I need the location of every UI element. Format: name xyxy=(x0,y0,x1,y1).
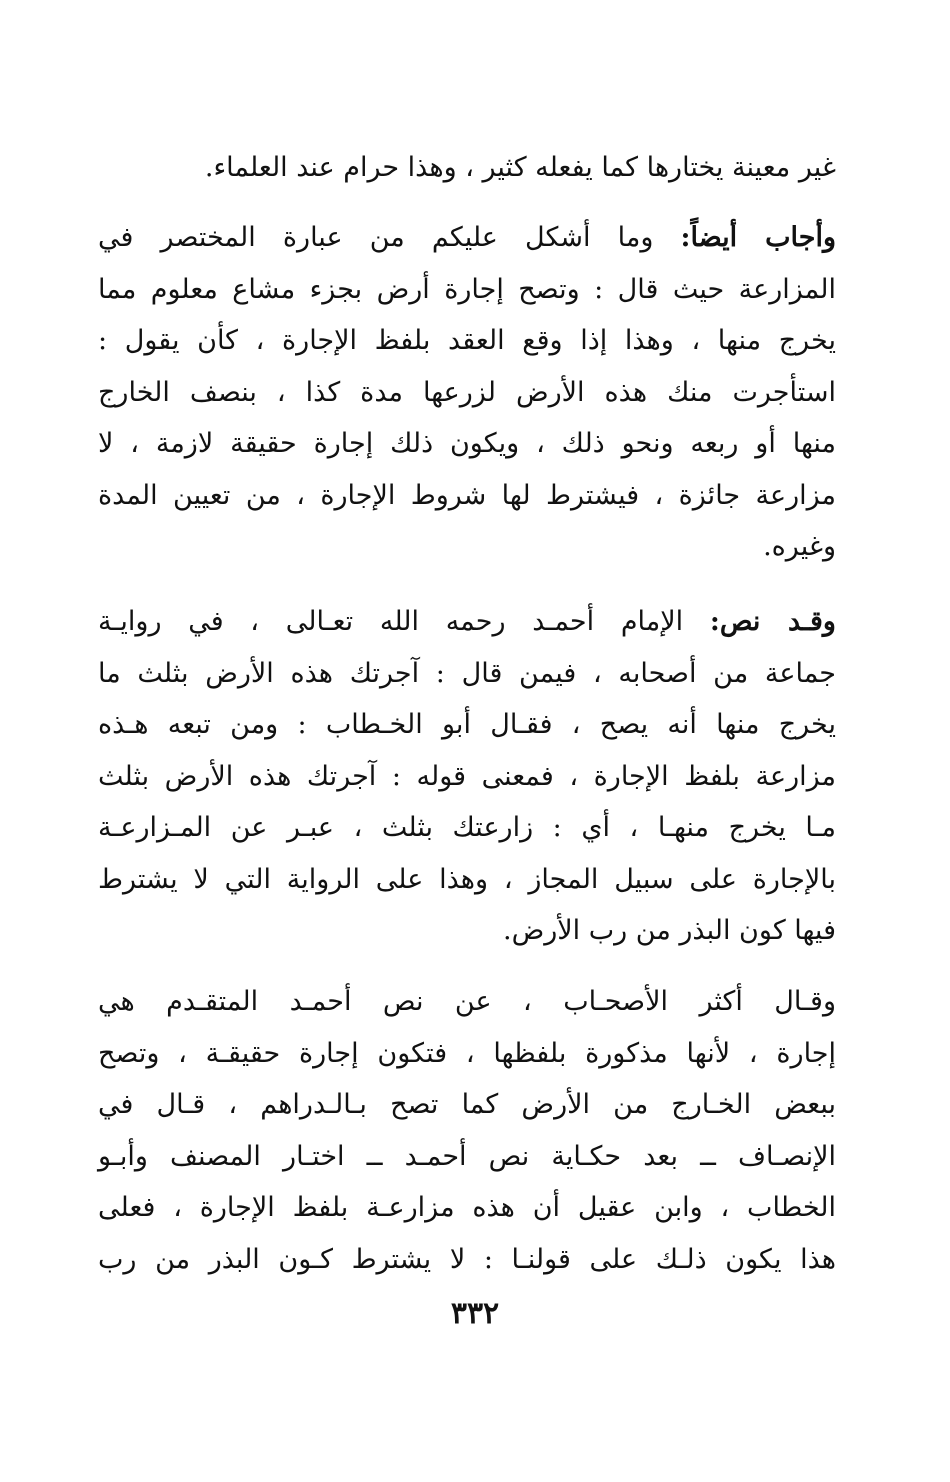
text-line: فيها كون البذر من رب الأرض. xyxy=(503,915,836,946)
paragraph-nass xyxy=(98,596,836,957)
paragraph-majority-view xyxy=(98,976,836,1285)
text-line: غير معينة يختارها كما يفعله كثير ، وهذا حرام عند العلماء. xyxy=(204,152,836,183)
text-line: إجارة ، لأنها مذكورة بلفظها ، فتكون إجارة حقيقـة ، وتصح xyxy=(98,1037,836,1069)
text-line: هذا يكون ذلـك على قولنـا : لا يشترط كـون البذر من رب xyxy=(98,1243,836,1275)
text-line: الإمام أحمـد رحمه الله تعـالى ، في روايـة xyxy=(98,606,684,637)
text-line: ببعض الخـارج من الأرض كما تصح بـالـدراهم ، قـال في xyxy=(98,1089,836,1120)
text-line: الخطاب ، وابن عقيل أن هذه مزارعـة بلفظ الإجارة ، فعلى xyxy=(98,1192,836,1223)
text-line: استأجرت منك هذه الأرض لزرعها مدة كذا ، بنصف الخارج xyxy=(98,376,836,408)
text-line: وغيره. xyxy=(763,531,836,562)
text-line: وما أشكل عليكم من عبارة المختصر في xyxy=(98,222,654,253)
text-line: مزارعة بلفظ الإجارة ، فمعنى قوله : آجرتك هذه الأرض بثلث xyxy=(98,760,836,792)
text-line: يخرج منها أنه يصح ، فقـال أبو الخـطاب : ومن تبعه هـذه xyxy=(98,709,836,740)
paragraph-answer xyxy=(98,212,836,573)
text-line: منها أو ربعه ونحو ذلك ، ويكون ذلك إجارة حقيقة لازمة ، لا xyxy=(98,428,836,459)
text-line-with-lead xyxy=(98,596,836,648)
text-line: المزارعة حيث قال : وتصح إجارة أرض بجزء مشاع معلوم مما xyxy=(98,273,836,305)
page-number: ٣٣٢ xyxy=(450,1296,500,1331)
text-line: يخرج منها ، وهذا إذا وقع العقد بلفظ الإجارة ، كأن يقول : xyxy=(98,325,836,356)
paragraph-continuation xyxy=(98,142,836,194)
text-line: جماعة من أصحابه ، فيمن قال : آجرتك هذه الأرض بثلث ما xyxy=(98,657,836,689)
text-line: وقـال أكثر الأصحـاب ، عن نص أحمـد المتقـدم هي xyxy=(98,986,836,1017)
text-line-with-lead xyxy=(98,212,836,264)
text-line: بالإجارة على سبيل المجاز ، وهذا على الرواية التي لا يشترط xyxy=(98,863,836,895)
text-line: مزارعة جائزة ، فيشترط لها شروط الإجارة ، من تعيين المدة xyxy=(98,479,836,511)
text-line: مـا يخرج منهـا ، أي : زارعتك بثلث ، عبـر عن المـزارعـة xyxy=(98,812,836,843)
paragraph-lead: وأجاب أيضاً: xyxy=(680,222,836,253)
text-line: الإنصـاف ــ بعد حكـاية نص أحمـد ــ اختـار المصنف وأبـو xyxy=(98,1140,836,1172)
paragraph-lead: وقـد نص: xyxy=(709,606,836,637)
